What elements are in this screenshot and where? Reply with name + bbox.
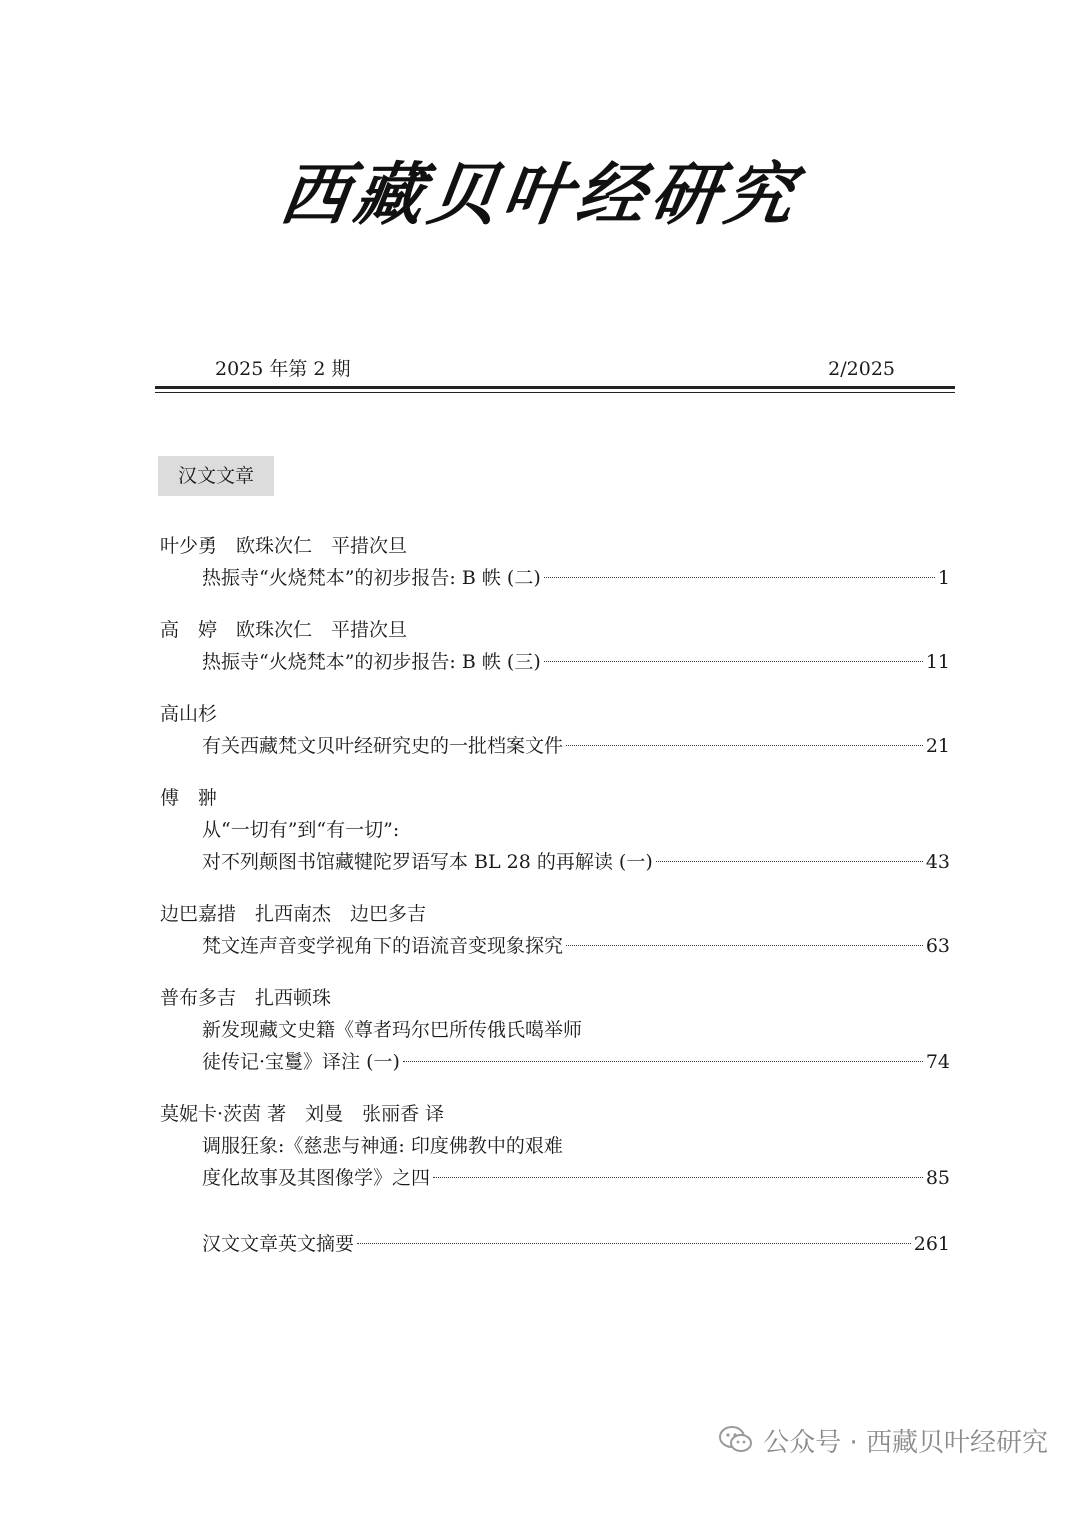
entry-title: 度化故事及其图像学》之四: [202, 1167, 431, 1189]
dot-leader: [544, 577, 935, 578]
entry-title-row[interactable]: [160, 1162, 950, 1194]
toc-entry: [160, 782, 950, 878]
journal-masthead: [0, 140, 1080, 250]
entry-authors: 高 婷 欧珠次仁 平措次旦: [160, 619, 408, 641]
entry-page: 11: [925, 651, 950, 673]
dot-leader: [357, 1243, 911, 1244]
entry-page: 1: [937, 567, 950, 589]
entry-title: 徒传记·宝鬘》译注 (一): [202, 1051, 400, 1073]
entry-title-line: 新发现藏文史籍《尊者玛尔巴所传俄氏噶举师: [202, 1019, 583, 1041]
entry-title: 热振寺“火烧梵本”的初步报告: B 帙 (三): [202, 651, 541, 673]
entry-authors: 叶少勇 欧珠次仁 平措次旦: [160, 535, 408, 557]
wechat-watermark: [719, 1422, 1048, 1458]
entry-page: 85: [925, 1167, 950, 1189]
entry-authors: 边巴嘉措 扎西南杰 边巴多吉: [160, 903, 427, 925]
toc-entry-abstract: [160, 1228, 950, 1260]
issue-number: 2/2025: [828, 358, 895, 380]
entry-page: 63: [925, 935, 950, 957]
entry-title: 汉文文章英文摘要: [202, 1233, 355, 1255]
toc-entry: [160, 1098, 950, 1194]
entry-title-row[interactable]: [160, 730, 950, 762]
entry-page: 21: [925, 735, 950, 757]
journal-title: 西藏贝叶经研究: [275, 155, 805, 235]
dot-leader: [544, 661, 923, 662]
entry-authors: 傅 翀: [160, 787, 218, 809]
entry-title-row[interactable]: [160, 646, 950, 678]
issue-row: [215, 352, 895, 386]
dot-leader: [566, 745, 923, 746]
entry-title-row[interactable]: [160, 1228, 950, 1260]
entry-authors: 莫妮卡·茨茵 著 刘曼 张丽香 译: [160, 1103, 445, 1125]
entry-page: 43: [925, 851, 950, 873]
entry-title-row[interactable]: [160, 562, 950, 594]
header-rule-thin: [155, 392, 955, 393]
header-rule-thick: [155, 386, 955, 389]
dot-leader: [566, 945, 923, 946]
entry-title-line: 从“一切有”到“有一切”:: [202, 819, 400, 841]
entry-title: 梵文连声音变学视角下的语流音变现象探究: [202, 935, 564, 957]
toc-entry: [160, 614, 950, 678]
toc-entry: [160, 698, 950, 762]
entry-authors: 普布多吉 扎西顿珠: [160, 987, 332, 1009]
entry-title: 对不列颠图书馆藏犍陀罗语写本 BL 28 的再解读 (一): [202, 851, 653, 873]
entry-title-line: 调服狂象:《慈悲与神通: 印度佛教中的艰难: [202, 1135, 563, 1157]
section-badge: 汉文文章: [158, 456, 274, 496]
entry-title: 有关西藏梵文贝叶经研究史的一批档案文件: [202, 735, 564, 757]
entry-page: 261: [913, 1233, 950, 1255]
entry-page: 74: [925, 1051, 950, 1073]
watermark-text: 公众号 · 西藏贝叶经研究: [763, 1427, 1048, 1458]
entry-title-row[interactable]: [160, 1046, 950, 1078]
entry-title-row[interactable]: [160, 846, 950, 878]
wechat-icon: [719, 1425, 753, 1455]
entry-title-row[interactable]: [160, 930, 950, 962]
issue-chinese: 2025 年第 2 期: [215, 358, 351, 380]
dot-leader: [433, 1177, 923, 1178]
entry-title: 热振寺“火烧梵本”的初步报告: B 帙 (二): [202, 567, 541, 589]
toc-entry: [160, 898, 950, 962]
dot-leader: [656, 861, 923, 862]
toc-entry: [160, 530, 950, 594]
toc-entry: [160, 982, 950, 1078]
table-of-contents: [160, 530, 950, 1280]
dot-leader: [403, 1061, 923, 1062]
entry-authors: 高山杉: [160, 703, 218, 725]
